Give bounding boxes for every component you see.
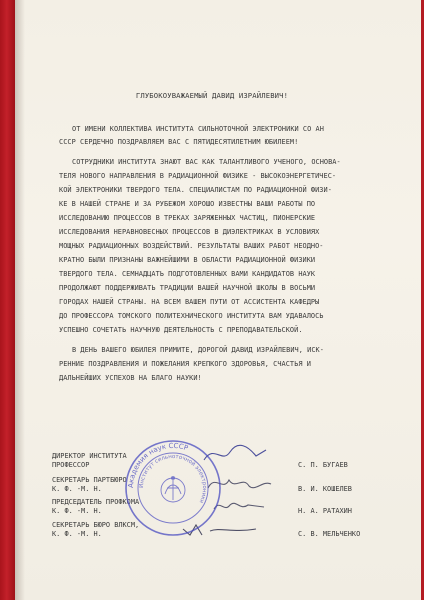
signatory-name: В. И. КОШЕЛЕВ xyxy=(298,485,352,493)
red-binding-strip xyxy=(0,0,15,600)
letter-line: КЕ В НАШЕЙ СТРАНЕ И ЗА РУБЕЖОМ ХОРОШО ИЗВЕСТНЫ ВАШИ РАБОТЫ ПО xyxy=(59,200,316,208)
letter-line: УСПЕШНО СОЧЕТАТЬ НАУЧНУЮ ДЕЯТЕЛЬНОСТЬ С ПРЕПОДАВАТЕЛЬСКОЙ. xyxy=(59,326,303,334)
letter-line: ОТ ИМЕНИ КОЛЛЕКТИВА ИНСТИТУТА СИЛЬНОТОЧНОЙ ЭЛЕКТРОНИКИ СО АН xyxy=(72,125,324,133)
signatory-degree: К. Ф. -М. Н. xyxy=(52,530,102,538)
letter-line: ГОРОДАХ НАШЕЙ СТРАНЫ. НА ВСЕМ ВАШЕМ ПУТИ ОТ АССИСТЕНТА КАФЕДРЫ xyxy=(59,298,320,306)
letter-line: ИССЛЕДОВАНИЮ ПРОЦЕССОВ В ТРЕКАХ ЗАРЯЖЕННЫХ ЧАСТИЦ, ПИОНЕРСКИЕ xyxy=(59,214,316,222)
signatory-degree: К. Ф. -М. Н. xyxy=(52,485,102,493)
letter-line: СОТРУДНИКИ ИНСТИТУТА ЗНАЮТ ВАС КАК ТАЛАНТЛИВОГО УЧЕНОГО, ОСНОВА- xyxy=(72,158,341,166)
letter-line: ДО ПРОФЕССОРА ТОМСКОГО ПОЛИТЕХНИЧЕСКОГО ИНСТИТУТА ВАМ УДАВАЛОСЬ xyxy=(59,312,324,320)
letter-greeting: ГЛУБОКОУВАЖАЕМЫЙ ДАВИД ИЗРАЙЛЕВИЧ! xyxy=(135,91,289,100)
letter-line: КРАТНО БЫЛИ ПРИЗНАНЫ ВАЖНЕЙШИМИ В ОБЛАСТИ РАДИАЦИОННОЙ ФИЗИКИ xyxy=(59,256,316,264)
svg-text:Академия наук СССР: Академия наук СССР xyxy=(126,441,189,489)
letter-line: ПРОДОЛЖАЮТ ПОДДЕРЖИВАТЬ ТРАДИЦИИ ВАШЕЙ НАУЧНОЙ ШКОЛЫ В ВОСЬМИ xyxy=(59,284,316,292)
signatory-degree: К. Ф. -М. Н. xyxy=(52,507,102,515)
letter-line: ДАЛЬНЕЙШИХ УСПЕХОВ НА БЛАГО НАУКИ! xyxy=(59,374,202,382)
official-stamp-icon xyxy=(123,438,223,538)
signatory-title: СЕКРЕТАРЬ БЮРО ВЛКСМ, xyxy=(52,521,140,529)
letter-line: СССР СЕРДЕЧНО ПОЗДРАВЛЯЕМ ВАС С ПЯТИДЕСЯТИЛЕТНИМ ЮБИЛЕЕМ! xyxy=(59,138,299,146)
signatory-name: С. П. БУГАЕВ xyxy=(298,461,348,469)
svg-text:Институт сильноточной электрон: Институт сильноточной электроники xyxy=(138,453,208,504)
letter-line: ИССЛЕДОВАНИЯ НЕРАВНОВЕСНЫХ ПРОЦЕССОВ В ДИЭЛЕКТРИКАХ В УСЛОВИЯХ xyxy=(59,228,320,236)
letter-line: ТВЕРДОГО ТЕЛА. СЕМНАДЦАТЬ ПОДГОТОВЛЕННЫХ ВАМИ КАНДИДАТОВ НАУК xyxy=(59,270,316,278)
signatory-title: ПРЕДСЕДАТЕЛЬ ПРОФКОМА xyxy=(52,498,140,506)
signatory-degree: ПРОФЕССОР xyxy=(52,461,90,469)
letter-line: РЕННИЕ ПОЗДРАВЛЕНИЯ И ПОЖЕЛАНИЯ КРЕПКОГО ЗДОРОВЬЯ, СЧАСТЬЯ И xyxy=(59,360,311,368)
signatory-title: ДИРЕКТОР ИНСТИТУТА xyxy=(52,452,127,460)
letter-line: КОЙ ЭЛЕКТРОНИКИ ТВЕРДОГО ТЕЛА. СПЕЦИАЛИСТАМ ПО РАДИАЦИОННОЙ ФИЗИ- xyxy=(59,186,332,194)
letter-line: В ДЕНЬ ВАШЕГО ЮБИЛЕЯ ПРИМИТЕ, ДОРОГОЙ ДАВИД ИЗРАЙЛЕВИЧ, ИСК- xyxy=(72,346,324,354)
letter-line: ТЕЛЯ НОВОГО НАПРАВЛЕНИЯ В РАДИАЦИОННОЙ ФИЗИКЕ - ВЫСОКОЭНЕРГЕТИЧЕС- xyxy=(59,172,337,180)
signatory-name: Н. А. РАТАХИН xyxy=(298,507,352,515)
sheet-shadow xyxy=(15,0,25,600)
signatory-title: СЕКРЕТАРЬ ПАРТБЮРО xyxy=(52,476,127,484)
letter-line: МОЩНЫХ РАДИАЦИОННЫХ ВОЗДЕЙСТВИЙ. РЕЗУЛЬТАТЫ ВАШИХ РАБОТ НЕОДНО- xyxy=(59,242,324,250)
signatory-name: С. В. МЕЛЬЧЕНКО xyxy=(298,530,361,538)
